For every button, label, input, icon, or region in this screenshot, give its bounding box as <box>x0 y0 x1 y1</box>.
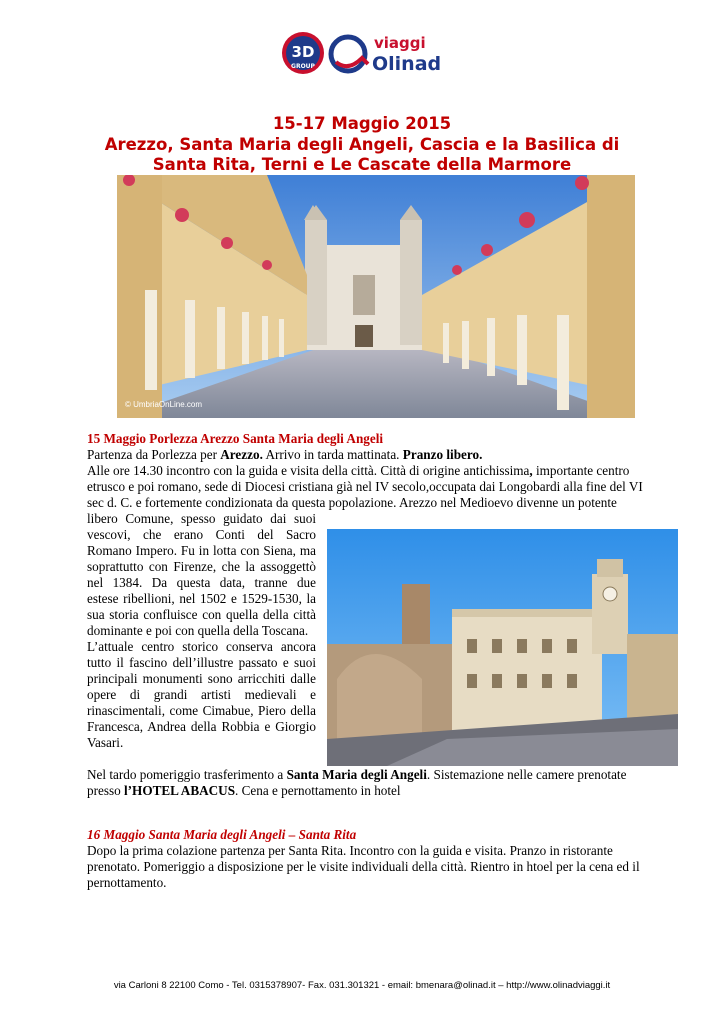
day1-paragraph-3: Nel tardo pomeriggio trasferimento a Santa Maria degli Angeli. Sistemazione nelle camere prenotate <box>87 767 627 782</box>
day1-line-2: etrusco e poi romano, sede di Diocesi cristiana già nel IV secolo,occupata dai Longobardi alla fine del VI <box>87 479 643 494</box>
olinad-viaggi-logo <box>328 28 458 80</box>
column-line: libero Comune, spesso guidato dai suoi <box>87 511 316 526</box>
svg-text:GROUP: GROUP <box>291 63 315 70</box>
column-line: estese ribellioni, nel 1502 e 1529-1530, la <box>87 591 316 606</box>
day1-line-1: Alle ore 14.30 incontro con la guida e visita della città. Città di origine antichissima, importante centro <box>87 463 630 478</box>
column-line: Romano Impero. Fu in lotta con Siena, ma <box>87 543 316 558</box>
day2-line-3: pernottamento. <box>87 875 167 890</box>
agency-contact-footer: via Carloni 8 22100 Como - Tel. 0315378907- Fax. 031.301321 - email: bmenara@olinad.it – http://www.olinadviaggi.it <box>113 980 611 991</box>
column-line: Vasari. <box>87 735 124 750</box>
day1-paragraph-3-line-2: presso l’HOTEL ABACUS. Cena e pernottamento in hotel <box>87 783 401 798</box>
trip-date: 15-17 Maggio 2015 <box>272 114 452 133</box>
column-line: Francesca, Andrea della Robbia e Giorgio <box>87 719 316 734</box>
trip-title-line-1: Arezzo, Santa Maria degli Angeli, Cascia e la Basilica di <box>104 135 620 154</box>
column-line: opere di grandi artisti medievali e <box>87 687 316 702</box>
column-line: principali monumenti sono arricchiti dalle <box>87 671 316 686</box>
svg-text:Olinad: Olinad <box>372 53 442 75</box>
svg-text:3D: 3D <box>291 43 315 61</box>
column-line: tutto il fascino dell’illustre passato e suoi <box>87 655 316 670</box>
day2-line-1: Dopo la prima colazione partenza per Santa Rita. Incontro con la guida e visita. Pranzo in ristorante <box>87 843 613 858</box>
column-line: dominante e poi con quella della Toscana. <box>87 623 309 638</box>
column-line: rinascimentali, come Cimabue, Piero della <box>87 703 316 718</box>
day2-heading: 16 Maggio Santa Maria degli Angeli – Santa Rita <box>87 827 357 842</box>
column-line: soprattutto con Firenze, che la assoggettò <box>87 559 316 574</box>
basilica-santa-maria-degli-angeli-photo <box>117 175 635 418</box>
photo-watermark: © UmbriaOnLine.com <box>125 400 203 409</box>
3d-group-logo <box>280 30 326 76</box>
day1-paragraph-1: Partenza da Porlezza per Arezzo. Arrivo in tarda mattinata. Pranzo libero. <box>87 447 483 462</box>
svg-text:viaggi: viaggi <box>374 34 426 52</box>
day1-column-text <box>87 511 316 751</box>
header-logos <box>280 22 460 82</box>
column-line: nel 1384. Da questa data, tranne due <box>87 575 316 590</box>
column-line: sua storia confluisce con quella della città <box>87 607 316 622</box>
day2-line-2: prenotato. Pomeriggio a disposizione per le visite individuali della città. Rientro in htoel per la cena ed il <box>87 859 640 874</box>
trip-title-line-2: Santa Rita, Terni e Le Cascate della Marmore <box>152 155 572 174</box>
day1-heading: 15 Maggio Porlezza Arezzo Santa Maria degli Angeli <box>87 431 384 446</box>
arezzo-piazza-grande-photo <box>327 529 678 766</box>
column-line: vescovi, che erano Conti del Sacro <box>87 527 316 542</box>
day1-line-3: sec d. C. e fortemente condizionata da questa popolazione. Arezzo nel Medioevo divenne un potente <box>87 495 617 510</box>
column-line: L’attuale centro storico conserva ancora <box>87 639 316 654</box>
